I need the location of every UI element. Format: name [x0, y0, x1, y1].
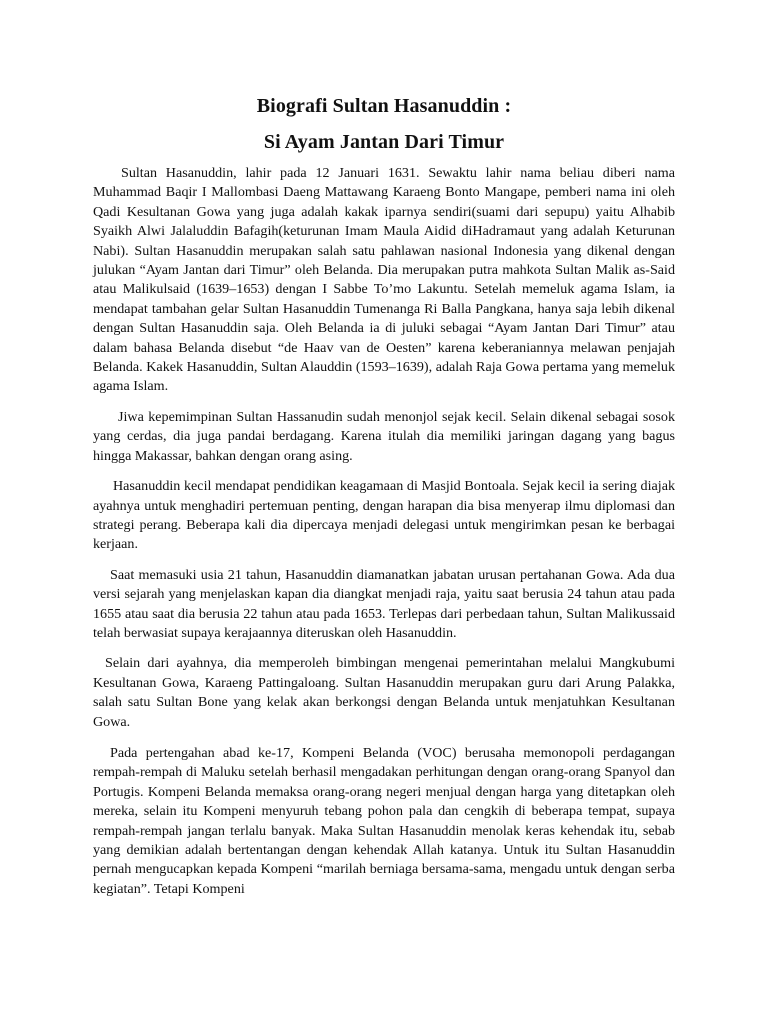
paragraph-6: Pada pertengahan abad ke-17, Kompeni Belanda (VOC) berusaha memonopoli perdagangan rempah-rempah di Maluku setelah berhasil mengadakan perhitungan dengan orang-orang Spanyol dan Portugis. Kompeni Belanda memaksa orang-orang negeri menjual dengan harga yang ditetapkan oleh mereka, selain itu Kompeni menyuruh tebang pohon pala dan cengkih di beberapa tempat, supaya rempah-rempah jangan terlalu banyak. Maka Sultan Hasanuddin menolak keras kehendak itu, sebab yang demikian adalah bertentangan dengan kehendak Allah katanya. Untuk itu Sultan Hasanuddin pernah mengucapkan kepada Kompeni “marilah berniaga bersama-sama, mengadu untuk dengan serba kegiatan”. Tetapi Kompeni	[93, 744, 675, 897]
title-line-2: Si Ayam Jantan Dari Timur	[263, 131, 505, 153]
title-line-1: Biografi Sultan Hasanuddin :	[256, 95, 512, 117]
paragraph-4: Saat memasuki usia 21 tahun, Hasanuddin diamanatkan jabatan urusan pertahanan Gowa. Ada dua versi sejarah yang menjelaskan kapan dia diangkat menjadi raja, yaitu saat berusia 24 tahun atau pada 1655 atau saat dia berusia 22 tahun atau pada 1653. Terlepas dari perbedaan tahun, Sultan Malikussaid telah berwasiat supaya kerajaannya diteruskan oleh Hasanuddin.	[93, 566, 675, 641]
document-title	[0, 88, 768, 160]
paragraph-1: Sultan Hasanuddin, lahir pada 12 Januari 1631. Sewaktu lahir nama beliau diberi nama Muhammad Baqir I Mallombasi Daeng Mattawang Karaeng Bonto Mangape, pemberi nama ini oleh Qadi Kesultanan Gowa yang juga adalah kakak iparnya sendiri(suami dari sepupu) yaitu Alhabib Syaikh Alwi Jalaluddin Bafagih(keturunan Imam Maula Aidid diHadramaut yang adalah Keturunan Nabi). Sultan Hasanuddin merupakan salah satu pahlawan nasional Indonesia yang dikenal dengan julukan “Ayam Jantan dari Timur” oleh Belanda. Dia merupakan putra mahkota Sultan Malik as-Said atau Malikulsaid (1639–1653) dengan I Sabbe To’mo Lakuntu. Setelah memeluk agama Islam, ia mendapat tambahan gelar Sultan Hasanuddin Tumenanga Ri Balla Pangkana, hanya saja lebih dikenal dengan Sultan Hasanuddin saja. Oleh Belanda ia di juluki sebagai “Ayam Jantan Dari Timur” atau dalam bahasa Belanda disebut “de Haav van de Oesten” karena keberaniannya melawan penjajah Belanda. Kakek Hasanuddin, Sultan Alauddin (1593–1639), adalah Raja Gowa pertama yang memeluk agama Islam.	[93, 165, 675, 395]
document-body	[93, 164, 675, 910]
paragraph-3: Hasanuddin kecil mendapat pendidikan keagamaan di Masjid Bontoala. Sejak kecil ia sering diajak ayahnya untuk menghadiri pertemuan penting, dengan harapan dia bisa menyerap ilmu diplomasi dan strategi perang. Beberapa kali dia dipercaya menjadi delegasi untuk mengirimkan pesan ke berbagai kerjaan.	[93, 478, 675, 553]
paragraph-2: Jiwa kepemimpinan Sultan Hassanudin sudah menonjol sejak kecil. Selain dikenal sebagai sosok yang cerdas, dia juga pandai berdagang. Karena itulah dia memiliki jaringan dagang yang bagus hingga Makassar, bahkan dengan orang asing.	[93, 408, 675, 464]
paragraph-5: Selain dari ayahnya, dia memperoleh bimbingan mengenai pemerintahan melalui Mangkubumi Kesultanan Gowa, Karaeng Pattingaloang. Sultan Hasanuddin merupakan guru dari Arung Palakka, salah satu Sultan Bone yang kelak akan berkongsi dengan Belanda untuk menjatuhkan Kesultanan Gowa.	[93, 655, 675, 730]
